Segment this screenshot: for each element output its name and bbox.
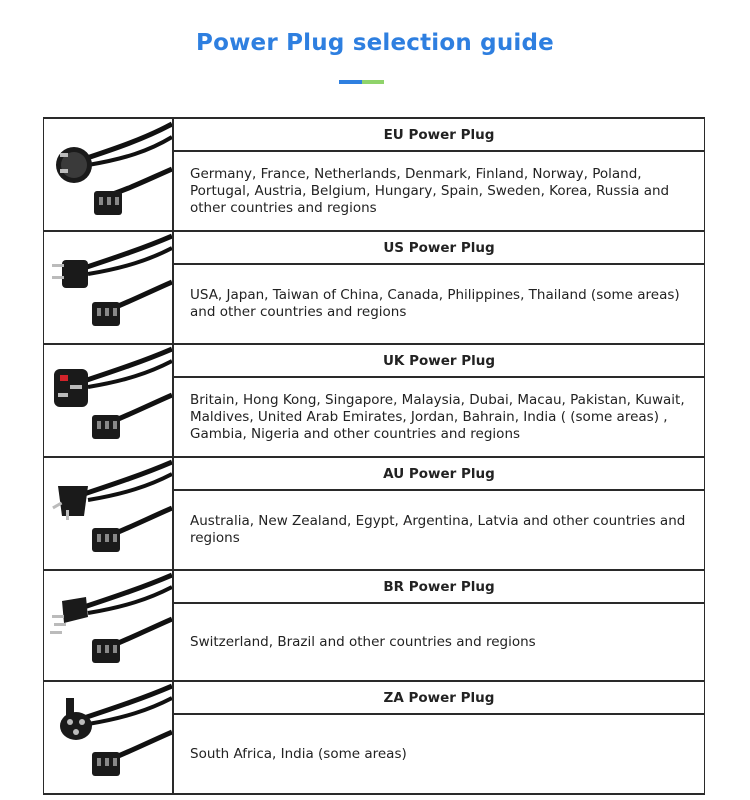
underline-blue-segment	[339, 80, 362, 84]
plug-info-cell	[174, 458, 705, 569]
plug-image-cell	[44, 345, 174, 456]
plug-row-uk	[44, 345, 705, 458]
za-plug-icon	[44, 682, 172, 793]
plug-countries: Britain, Hong Kong, Singapore, Malaysia, Dubai, Macau, Pakistan, Kuwait, Maldives, United Arab Emirates, Jordan, Bahrain, India ( (some areas) , Gambia, Nigeria and other countries and regions	[190, 391, 685, 442]
page-title: Power Plug selection guide	[196, 30, 554, 56]
plug-table	[43, 117, 705, 795]
plug-name: UK Power Plug	[174, 345, 704, 378]
plug-info-cell	[174, 232, 705, 343]
uk-plug-icon	[44, 345, 172, 456]
plug-name: BR Power Plug	[174, 571, 704, 604]
plug-info-cell	[174, 571, 705, 680]
eu-plug-icon	[44, 119, 172, 230]
plug-info-cell	[174, 345, 705, 456]
plug-countries: USA, Japan, Taiwan of China, Canada, Philippines, Thailand (some areas) and other countries and regions	[190, 287, 680, 320]
plug-row-za	[44, 682, 705, 795]
us-plug-icon	[44, 232, 172, 343]
plug-countries: Switzerland, Brazil and other countries and regions	[190, 633, 536, 650]
au-plug-icon	[44, 458, 172, 569]
plug-countries: Australia, New Zealand, Egypt, Argentina, Latvia and other countries and regions	[190, 513, 686, 546]
plug-image-cell	[44, 119, 174, 230]
plug-countries: South Africa, India (some areas)	[190, 745, 407, 762]
plug-row-au	[44, 458, 705, 571]
plug-name: ZA Power Plug	[174, 682, 704, 715]
underline-green-segment	[362, 80, 384, 84]
plug-image-cell	[44, 571, 174, 680]
plug-countries: Germany, France, Netherlands, Denmark, Finland, Norway, Poland, Portugal, Austria, Belgium, Hungary, Spain, Sweden, Korea, Russia and other countries and regions	[190, 165, 670, 216]
plug-info-cell	[174, 119, 705, 230]
plug-row-eu	[44, 119, 705, 232]
plug-name: EU Power Plug	[174, 119, 704, 152]
plug-info-cell	[174, 682, 705, 793]
plug-image-cell	[44, 682, 174, 793]
plug-name: US Power Plug	[174, 232, 704, 265]
plug-name: AU Power Plug	[174, 458, 704, 491]
plug-row-br	[44, 571, 705, 682]
plug-image-cell	[44, 458, 174, 569]
plug-row-us	[44, 232, 705, 345]
br-plug-icon	[44, 571, 172, 680]
plug-image-cell	[44, 232, 174, 343]
title-underline	[339, 80, 384, 84]
